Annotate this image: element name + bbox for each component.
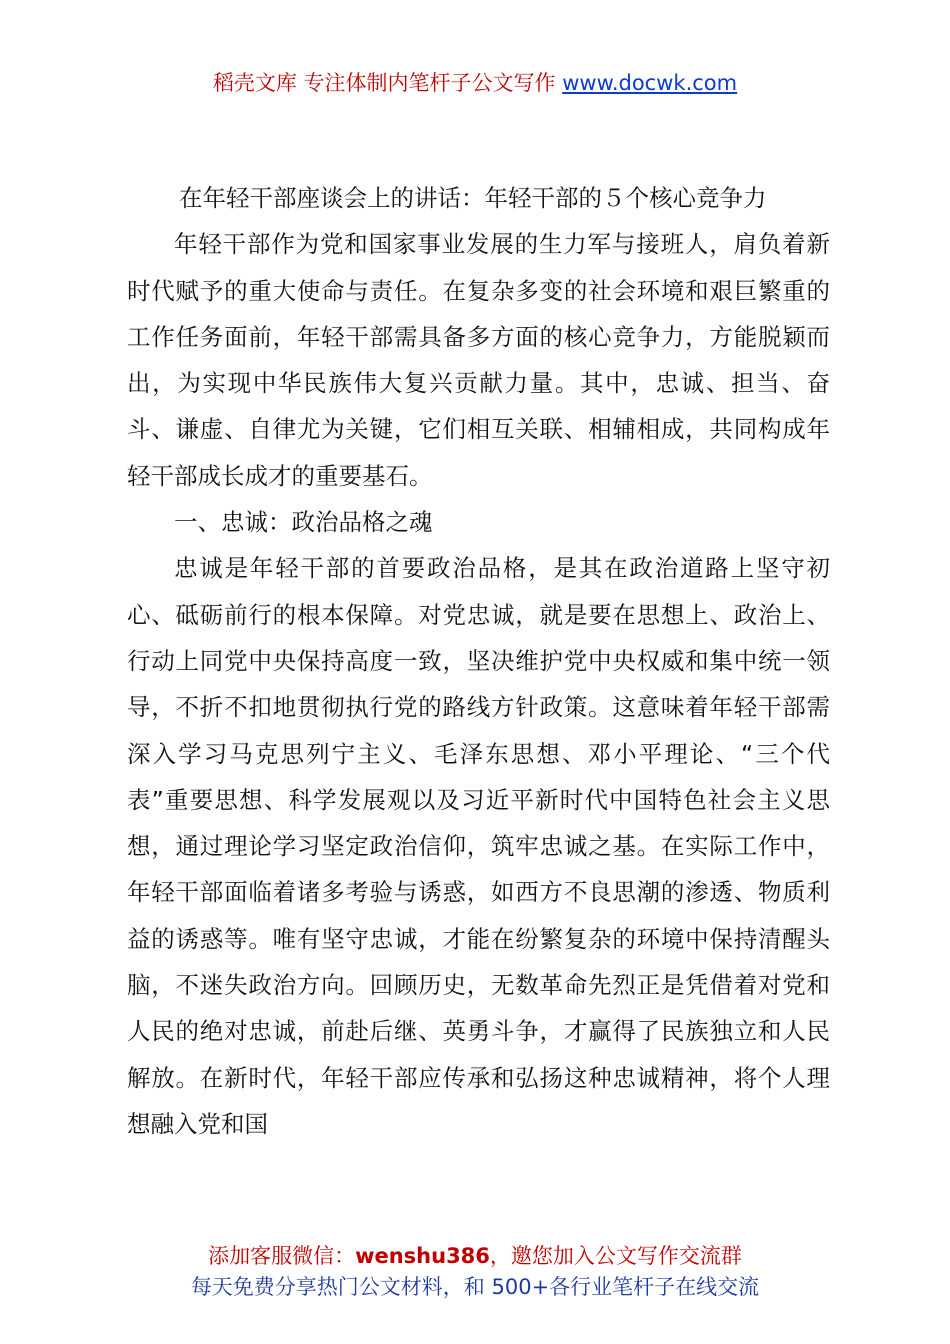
section-paragraph: 忠诚是年轻干部的首要政治品格，是其在政治道路上坚守初心、砥砺前行的根本保障。对党忠诚，就是要在思想上、政治上、行动上同党中央保持高度一致，坚决维护党中央权威和集中统一领导，不折不扣地贯彻执行党的路线方针政策。这意味着年轻干部需深入学习马克思列宁主义、毛泽东思想、邓小平理论、“三个代表”重要思想、科学发展观以及习近平新时代中国特色社会主义思想，通过理论学习坚定政治信仰，筑牢忠诚之基。在实际工作中，年轻干部面临着诸多考验与诱惑，如西方不良思潮的渗透、物质利益的诱惑等。唯有坚守忠诚，才能在纷繁复杂的环境中保持清醒头脑，不迷失政治方向。回顾历史，无数革命先烈正是凭借着对党和人民的绝对忠诚，前赴后继、英勇斗争，才赢得了民族独立和人民解放。在新时代，年轻干部应传承和弘扬这种忠诚精神，将个人理想融入党和国 [127, 554, 830, 1138]
page-header [0, 68, 950, 98]
section-heading: 一、忠诚：政治品格之魂 [174, 508, 433, 537]
document-body [127, 175, 830, 1147]
footer-contact-prefix: 添加客服微信： [208, 1244, 356, 1268]
brand-text: 稻壳文库 专注体制内笔杆子公文写作 [212, 71, 563, 95]
site-link[interactable]: www.docwk.com [562, 71, 738, 95]
intro-paragraph: 年轻干部作为党和国家事业发展的生力军与接班人，肩负着新时代赋予的重大使命与责任。在复杂多变的社会环境和艰巨繁重的工作任务面前，年轻干部需具备多方面的核心竞争力，方能脱颖而出，为实现中华民族伟大复兴贡献力量。其中，忠诚、担当、奋斗、谦虚、自律尤为关键，它们相互关联、相辅相成，共同构成年轻干部成长成才的重要基石。 [127, 230, 830, 490]
wechat-id: wenshu386 [355, 1244, 490, 1268]
footer-contact-suffix: ，邀您加入公文写作交流群 [489, 1244, 742, 1268]
footer-promo-line: 每天免费分享热门公文材料，和 500+各行业笔杆子在线交流 [190, 1275, 760, 1299]
page-footer [0, 1241, 950, 1303]
document-title: 在年轻干部座谈会上的讲话：年轻干部的５个核心竞争力 [179, 184, 767, 212]
footer-contact-line [0, 1241, 950, 1272]
